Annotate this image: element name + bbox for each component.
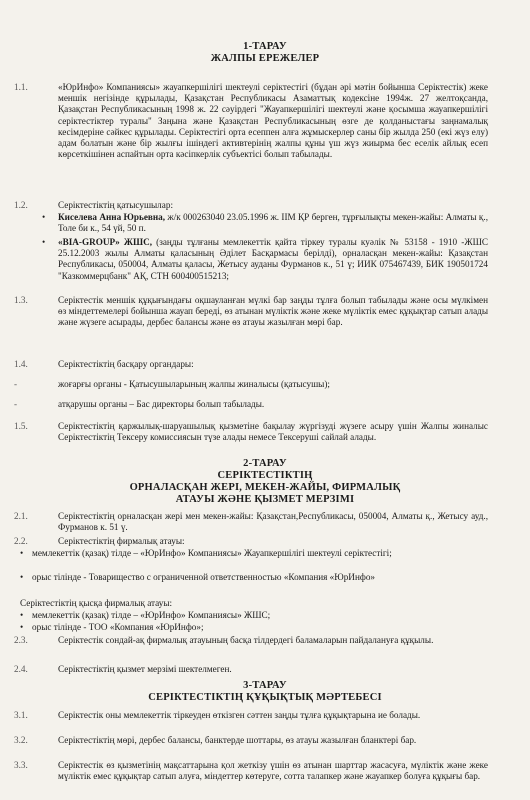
section-1-title: ЖАЛПЫ ЕРЕЖЕЛЕР [210, 53, 320, 64]
section-3-title: СЕРІКТЕСТІКТІҢ ҚҰҚЫҚТЫҚ МӘРТЕБЕСІ [148, 692, 382, 703]
participant-1 [58, 212, 488, 234]
section-2-title-line-1: СЕРІКТЕСТІКТІҢ [217, 470, 313, 481]
full-name-kazakh: мемлекеттік (қазақ) тілде – «ЮрИнфо» Компаниясы» Жауапкершілігі шектеулі серіктестігі; [32, 548, 392, 558]
clause-1-3-number: 1.3. [14, 295, 28, 305]
clause-2-2-text: Серіктестіктің фирмалық атауы: [58, 536, 185, 546]
clause-3-3-number: 3.3. [14, 760, 28, 770]
bullet-icon: • [42, 237, 46, 247]
bullet-icon: • [20, 572, 24, 582]
participant-1-details: ж/к 000263040 23.05.1996 ж. ІІМ ҚР берген, тұрғылықты мекен-жайы: Алматы қ., Толе би к., 54 үй, 50 п. [58, 212, 488, 234]
governing-body: жоғарғы органы - Қатысушыларының жалпы жиналысы (қатысушы); [58, 379, 330, 389]
clause-2-3-text: Серіктестік сондай-ақ фирмалық атауының басқа тілдердегі баламаларын пайдалануға құқылы. [58, 635, 434, 645]
executive-body: атқарушы органы – Бас директоры болып табылады. [58, 399, 265, 409]
clause-1-2-text: Серіктестіктің қатысушылар: [58, 200, 173, 210]
short-name-label: Серіктестіктің қысқа фирмалық атауы: [20, 598, 173, 608]
participant-2-details: (заңды тұлғаны мемлекеттік қайта тіркеу туралы куәлік № 53158 - 1910 -ЖШС 25.12.2003 жылы Алматы қаласының Әділет Басқармасы берілді), орналасқан мекен-жайы: Қазақстан Республикасы, 050004, Алматы қаласы, Жетысу ауданы Фурманов к., 51 ү; ИИК 075467439, БИК 190501724 "Казкоммерцбанк" АҚ, СТН 600400515213; [58, 237, 488, 281]
participant-2 [58, 237, 488, 282]
bullet-icon: • [42, 212, 46, 222]
full-name-russian: орыс тілінде - Товарищество с ограниченной ответственностью «Компания «ЮрИнфо» [32, 572, 376, 582]
clause-1-4-number: 1.4. [14, 359, 28, 369]
clause-2-1-text: Серіктестіктің орналасқан жері мен мекен-жайы: Қазақстан,Республикасы, 050004, Алматы қ., Жетысу ауд., Фурманов к. 51 ү. [58, 511, 488, 533]
dash-icon: - [14, 379, 18, 389]
clause-2-2-number: 2.2. [14, 536, 28, 546]
clause-3-3-text: Серіктестік өз қызметінің мақсаттарына қол жеткізу үшін өз атынан шарттар жасасуға, мүліктік және жеке мүліктік емес құқықтар сатып алуға, міндеттер көтеруге, сотта талапкер және жауапкер болуға құқығы бар. [58, 760, 488, 782]
clause-1-1-number: 1.1. [14, 82, 28, 92]
clause-3-1-text: Серіктестік оны мемлекеттік тіркеуден өткізген сәттен заңды тұлға құқықтарына ие болады. [58, 710, 421, 720]
section-3-number: 3-ТАРАУ [243, 680, 287, 691]
clause-3-1-number: 3.1. [14, 710, 28, 720]
participant-1-name: Киселева Анна Юрьевна, [58, 212, 166, 222]
clause-3-2-text: Серіктестіктің мөрі, дербес балансы, банктерде шоттары, өз атауы жазылған бланктері бар. [58, 735, 417, 745]
clause-1-3-text: Серіктестік меншік құқығындағы оқшауланған мүлкі бар заңды тұлға болып табылады және осы мүлкімен өз міндеттемелері бойынша жауап береді, өз атынан мүліктік және жеке мүліктік емес құқықтар сатып алады және жүзеге асырады, дербес балансы және өз атауы жазылған мөрі бар. [58, 295, 488, 328]
section-1-number: 1-ТАРАУ [243, 41, 287, 52]
clause-1-4-text: Серіктестіктің басқару органдары: [58, 359, 194, 369]
bullet-icon: • [20, 610, 24, 620]
clause-3-2-number: 3.2. [14, 735, 28, 745]
clause-1-5-number: 1.5. [14, 421, 28, 431]
participant-2-name: «BIA-GROUP» ЖШС, [58, 237, 153, 247]
dash-icon: - [14, 399, 18, 409]
short-name-russian: орыс тілінде - ТОО «Компания «ЮрИнфо»; [32, 622, 204, 632]
clause-1-1-text: «ЮрИнфо» Компаниясы» жауапкершілігі шектеулі серіктестігі (бұдан әрі мәтін бойынша Серіктестік) жеке меншік негізінде құрылады, Қазақстан Республикасы Азаматтық кодексіне 1994ж. 27 желтоқсанда, Қазақстан Республикасының 1998 ж. 22 сәуірдегі "Жауапкершілігі шектеулі және қосымша жауапкершілігі серіктестіктер туралы" Заңына және Қазақстан Республикасының өзге де қолданыстағы заңнамалық кесімдеріне сәйкес құрылады. Серіктестігі орта есеппен алға жұмыскерлер саны бір жылда 250 (екі жүз елу) адам болатын және бір жылғы ішіндегі активтерінің жалпы құны үш жүз жиырма бес еселік айлық есеп көрсеткішінен аспайтын орта кәсіпкерлік субъектісі болып табылады. [58, 82, 488, 160]
section-2-title-line-2: ОРНАЛАСҚАН ЖЕРІ, МЕКЕН-ЖАЙЫ, ФИРМАЛЫҚ [129, 482, 401, 493]
clause-1-2-number: 1.2. [14, 200, 28, 210]
section-2-number: 2-ТАРАУ [243, 458, 287, 469]
clause-2-3-number: 2.3. [14, 635, 28, 645]
clause-2-4-number: 2.4. [14, 664, 28, 674]
bullet-icon: • [20, 622, 24, 632]
section-2-title-line-3: АТАУЫ ЖӘНЕ ҚЫЗМЕТ МЕРЗІМІ [175, 494, 355, 505]
clause-1-5-text: Серіктестіктің қаржылық-шаруашылық қызметіне бақылау жүргізуді жүзеге асыру үшін Жалпы жиналыс Серіктестіктің Тексеру комиссиясын түзе алады немесе Тексеруші сайлай алады. [58, 421, 488, 443]
bullet-icon: • [20, 548, 24, 558]
clause-2-1-number: 2.1. [14, 511, 28, 521]
clause-2-4-text: Серіктестіктің қызмет мерзімі шектелмеген. [58, 664, 232, 674]
short-name-kazakh: мемлекеттік (қазақ) тілде – «ЮрИнфо» Компаниясы» ЖШС; [32, 610, 271, 620]
